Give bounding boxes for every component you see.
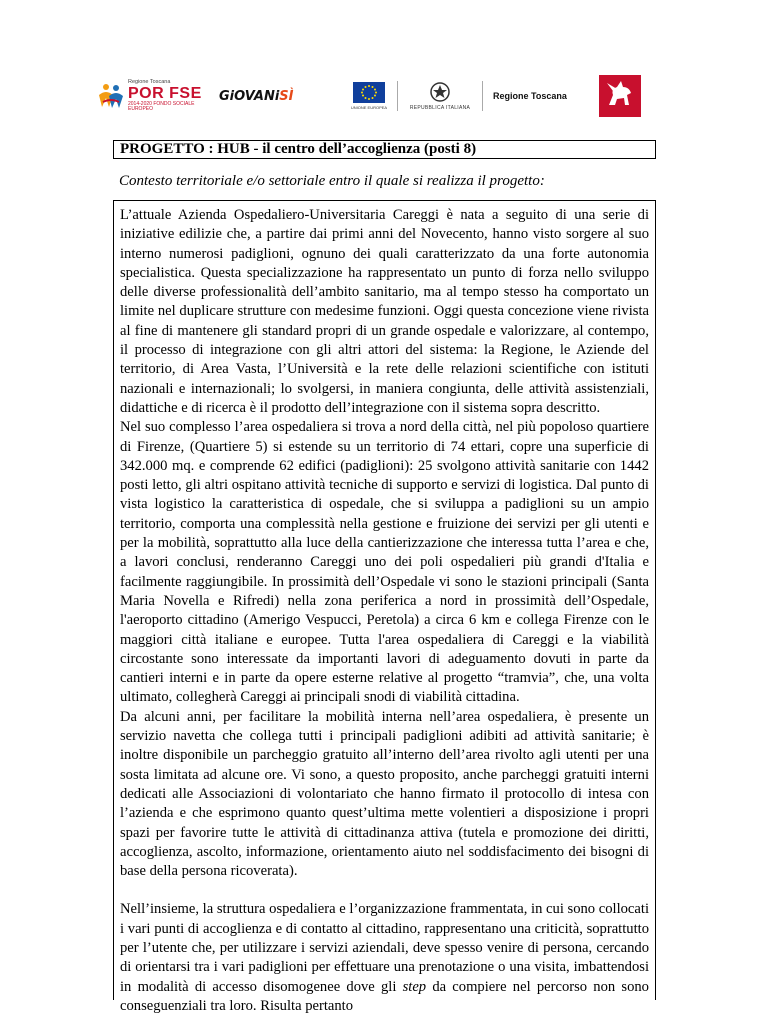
giovani-text: GiOVANi [219, 88, 280, 104]
paragraph-3: Da alcuni anni, per facilitare la mobilità interna nell’area ospedaliera, è presente un servizio navetta che collega tutti i principali padiglioni adibiti ad attività sanitarie; è inoltre disponibile un parcheggio gratuito all’interno dell’area rivolto agli utenti per una sosta limitata ad alcune ore. Vi sono, a questo proposito, anche parcheggi gratuiti interni dedicati alle Associazioni di volontariato che hanno firmato il protocollo di intesa con l’azienda e che esprimono quanto quest’ultima mette volentieri a disposizione i propri spazi per favorire tutte le attività di cittadinanza attiva (tutela e promozione dei diritti, accoglienza, ascolto, informazione, orientamento aiuto nel soddisfacimento dei bisogni di base della persona ricoverata). [120, 708, 649, 880]
fse-figures-icon [97, 81, 125, 111]
paragraph-4-italic-term: step [402, 978, 427, 995]
paragraph-2: Nel suo complesso l’area ospedaliera si trova a nord della città, nel più popoloso quartiere di Firenze, (Quartiere 5) si estende su un territorio di 74 ettari, copre una superficie di 342.000 mq. e comprende 62 edifici (padiglioni): 25 svolgono attività sanitarie con 1442 posti letto, gli altri ospitano attività tecniche di supporto e servizi di logistica. Dal punto di vista logistico la caratteristica di ospedale, che si sviluppa a padiglioni su un ampio territorio, comporta una complessità nella gestione e fruizione dei servizi per gli utenti e per la mobilità, soprattutto alla luce della cantierizzazione che interessa tutta l’area e che, a lavori conclusi, renderanno Careggi uno dei poli ospedalieri più grandi d'Italia e facilmente raggiungibile. In prossimità dell’Ospedale vi sono le stazioni principali (Santa Maria Novella e Rifredi) nella zona periferica a nord in prossimità dell’Ospedale, l'aeroporto cittadino (Amerigo Vespucci, Peretola) a circa 6 km e collega Firenze con le maggiori città italiane e europee. Tutta l'area ospedaliera di Careggi e la viabilità circostante sono interessate da importanti lavori di adeguamento dovuti in parte da cantieri interni e in parte da opere esterne relative al progetto “tramvia”, che, una volta ultimato, collegherà Careggi ai principali snodi di viabilità cittadina. [120, 419, 649, 706]
regione-toscana-logo [493, 75, 641, 117]
repubblica-caption: REPUBBLICA ITALIANA [409, 105, 471, 111]
paragraph-4-text: Nell’insieme, la struttura ospedaliera e l’organizzazione frammentata, in cui sono collocati i vari punti di accoglienza e di contatto al cittadino, rappresentano una criticità, soprattutto per l’utente che, per utilizzare i servizi aziendali, deve spesso venire di persona, cercando di orientarsi tra i vari padiglioni per effettuare una prenotazione o una visita, imbattendosi in modalità di accesso disomogenee dove gli [120, 901, 649, 995]
giovani-si-logo [219, 88, 294, 104]
context-body [113, 200, 656, 1014]
eu-flag-icon [353, 82, 385, 103]
eu-caption: UNIONE EUROPEA [350, 105, 388, 110]
porfse-name-text: POR FSE [128, 84, 202, 102]
por-fse-logo [97, 80, 209, 112]
italian-emblem-icon [429, 81, 451, 103]
header-logo-strip [97, 72, 685, 120]
context-heading: Contesto territoriale e/o settoriale entro il quale si realizza il progetto: [119, 173, 545, 189]
regione-toscana-label: Regione Toscana [493, 91, 567, 101]
paragraph-4-text-end: da compiere nel percorso non sono conseguenziali tra loro. Risulta pertanto [120, 978, 649, 1014]
giovani-accent-text: SÌ [279, 88, 294, 104]
project-title: PROGETTO : HUB - il centro dell’accoglienza (posti 8) [113, 140, 656, 159]
eu-logo [349, 82, 389, 110]
repubblica-italiana-logo [406, 81, 474, 111]
logo-divider [397, 81, 398, 111]
porfse-years-text: 2014-2020 [128, 100, 152, 107]
porfse-fund-text: FONDO SOCIALE EUROPEO [128, 100, 195, 112]
porfse-region-text: Regione Toscana [128, 79, 171, 86]
logo-divider [482, 81, 483, 111]
paragraph-1: L’attuale Azienda Ospedaliero-Universitaria Careggi è nata a seguito di una serie di iniziative edilizie che, a partire dai primi anni del Novecento, hanno visto sorgere al suo interno numerosi padiglioni, ognuno dei quali caratterizzato da una forte autonomia specialistica. Questa specializzazione ha rappresentato un punto di forza nello sviluppo delle diverse professionalità dell’ambito sanitario, ma al tempo stesso ha comportato un limite nel duplicare strutture con medesime funzioni. Oggi questa concezione viene rivista al fine di mantenere gli standard propri di un grande ospedale e valorizzare, al contempo, il processo di integrazione con gli altri attori del sistema: la Regione, le Aziende del territorio, di Area Vasta, l’Università e la rete delle relazioni scientifiche con istituti nazionali e internazionali; lo svolgersi, in maniera congiunta, delle attività assistenziali, didattiche e di ricerca è il prodotto dell’integrazione con il sistema sopra descritto. [120, 207, 649, 416]
pegasus-icon [599, 75, 641, 117]
paragraph-4 [120, 900, 649, 1016]
